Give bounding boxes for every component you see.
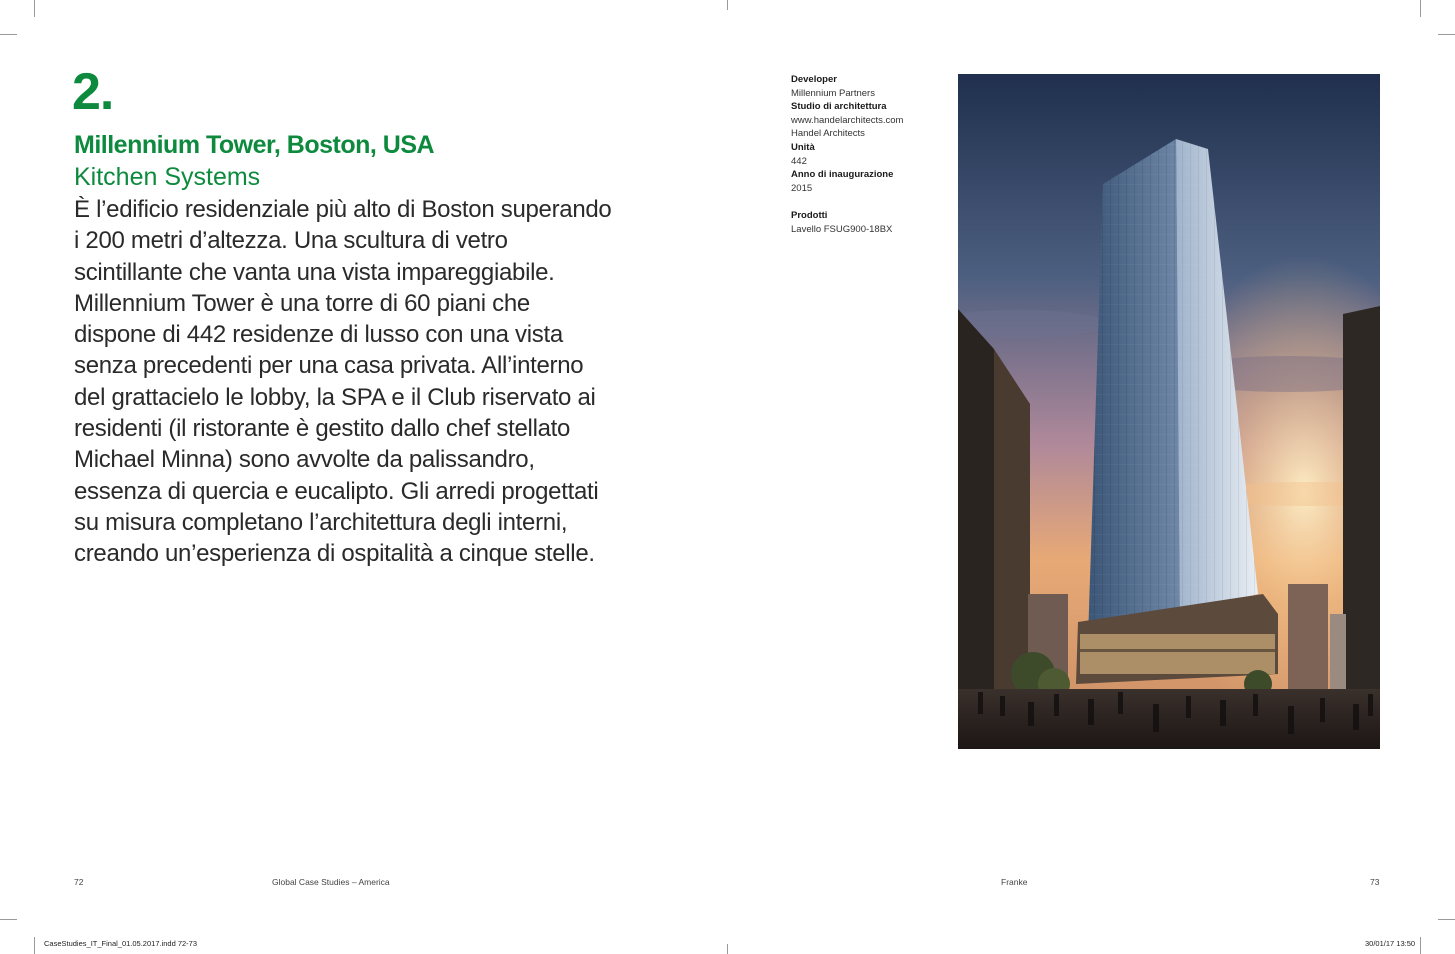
case-description bbox=[74, 194, 654, 570]
building-photo-icon bbox=[958, 74, 1380, 749]
crop-mark bbox=[34, 0, 35, 17]
crop-mark bbox=[34, 937, 35, 954]
credits-spacer bbox=[791, 195, 941, 209]
description-line: essenza di quercia e eucalipto. Gli arredi progettati bbox=[74, 477, 599, 505]
developer-label: Developer bbox=[791, 74, 837, 85]
description-line: scintillante che vanta una vista impareggiabile. bbox=[74, 258, 555, 286]
project-credits bbox=[791, 73, 941, 236]
units-value: 442 bbox=[791, 155, 807, 167]
year-value: 2015 bbox=[791, 182, 813, 194]
crop-mark bbox=[1420, 937, 1421, 954]
slug-filename: CaseStudies_IT_Final_01.05.2017.indd 72-73 bbox=[44, 939, 198, 948]
products-label: Prodotti bbox=[791, 209, 828, 221]
studio-value: Handel Architects bbox=[791, 128, 865, 140]
case-subtitle: Kitchen Systems bbox=[74, 163, 261, 191]
description-line: residenti (il ristorante è gestito dallo chef stellato bbox=[74, 415, 571, 443]
right-page-number: 73 bbox=[1370, 877, 1380, 887]
left-section-title: Global Case Studies – America bbox=[272, 877, 390, 887]
description-line: su misura completano l’architettura degli interni, bbox=[74, 508, 568, 536]
description-line: Michael Minna) sono avvolte da palissandro, bbox=[74, 446, 535, 474]
studio-url: www.handelarchitects.com bbox=[791, 114, 904, 126]
year-label: Anno di inaugurazione bbox=[791, 169, 894, 181]
crop-mark bbox=[0, 34, 17, 35]
crop-mark bbox=[0, 919, 17, 920]
description-line: È l’edificio residenziale più alto di Boston superando bbox=[74, 196, 612, 223]
crop-mark bbox=[727, 0, 728, 10]
case-number: 2. bbox=[72, 63, 114, 121]
left-page-number: 72 bbox=[74, 877, 84, 887]
units-label: Unità bbox=[791, 141, 815, 153]
description-line: i 200 metri d’altezza. Una scultura di vetro bbox=[74, 227, 508, 255]
crop-mark bbox=[1438, 919, 1455, 920]
studio-label: Studio di architettura bbox=[791, 101, 887, 113]
description-line: del grattacielo le lobby, la SPA e il Club riservato ai bbox=[74, 383, 596, 411]
slug-datetime: 30/01/17 13:50 bbox=[1365, 939, 1416, 948]
crop-mark bbox=[1438, 34, 1455, 35]
products-value: Lavello FSUG900-18BX bbox=[791, 223, 893, 235]
description-line: Millennium Tower è una torre di 60 piani che bbox=[74, 289, 530, 317]
description-line: dispone di 442 residenze di lusso con una vista bbox=[74, 321, 563, 349]
description-line: creando un’esperienza di ospitalità a cinque stelle. bbox=[74, 540, 595, 568]
developer-value: Millennium Partners bbox=[791, 87, 875, 99]
description-line: senza precedenti per una casa privata. All’interno bbox=[74, 352, 584, 380]
crop-mark bbox=[1420, 0, 1421, 17]
case-title: Millennium Tower, Boston, USA bbox=[74, 131, 435, 159]
brand-name: Franke bbox=[1001, 877, 1028, 887]
crop-mark bbox=[727, 944, 728, 954]
